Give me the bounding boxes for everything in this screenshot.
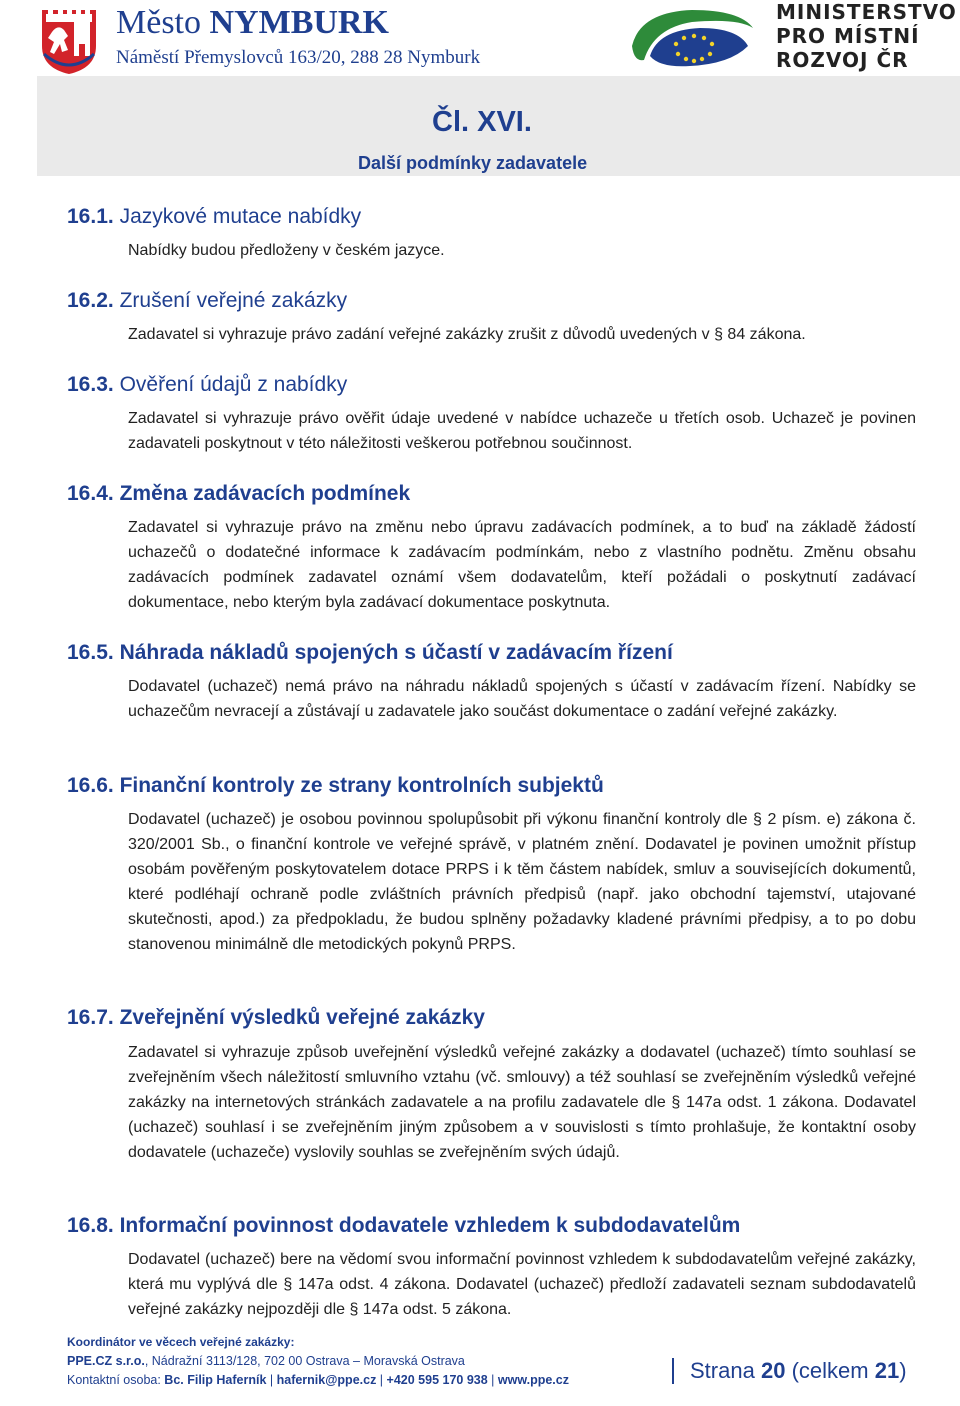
section-title: Informační povinnost dodavatele vzhledem k subdodavatelům [119, 1214, 741, 1237]
section-title: Finanční kontroly ze strany kontrolních subjektů [119, 774, 604, 797]
city-prefix: Město [116, 4, 201, 41]
section-heading [67, 289, 347, 313]
section-heading [67, 373, 347, 397]
ministry-line-2: PRO MÍSTNÍ [776, 24, 920, 48]
section-number: 16.2. [67, 289, 114, 312]
city-address: Náměstí Přemyslovců 163/20, 288 28 Nymburk [116, 47, 481, 68]
section-heading [67, 774, 604, 798]
section-paragraph: Zadavatel si vyhrazuje způsob uveřejnění výsledků veřejné zakázky a dodavatel (uchazeč) tímto souhlasí se zveřejněním všech náležitostí smluvního vztahu (vč. smlouvy) a též souhlasí se zveřejněním výsledků veřejné zakázky na internetových stránkách zadavatele a na profilu zadavatele dle § 147a odst. 1 zákona. Dodavatel (uchazeč) souhlasí i se zveřejněním jiným způsobem a v souvislosti s tímto prohlašuje, že kontaktní osoby dodavatele (uchazeče) vyslovily souhlas se zveřejněním svých údajů. [128, 1044, 916, 1161]
section-number: 16.4. [67, 482, 114, 505]
ministry-line-1: MINISTERSTVO [776, 0, 957, 24]
footer-coordinator-label: Koordinátor ve věcech veřejné zakázky: [67, 1335, 295, 1349]
page-header [0, 0, 960, 76]
section-title: Zrušení veřejné zakázky [119, 289, 348, 312]
footer-company-line [67, 1354, 465, 1368]
section-paragraph: Dodavatel (uchazeč) nemá právo na náhradu nákladů spojených s účastí v zadávacím řízení. Nabídky se uchazečům nevracejí a zůstávají u zadavatele jako součást dokumentace o zadání veřejné zakázky. [128, 678, 916, 720]
section-heading [67, 641, 673, 665]
page-current: 20 [760, 1358, 786, 1383]
footer-contact-line: Kontaktní osoba: Bc. Filip Haferník | hafernik@ppe.cz | +420 595 170 938 | www.ppe.cz [67, 1373, 569, 1387]
ministry-name [776, 0, 957, 72]
page-close: ) [899, 1358, 907, 1383]
section-heading [67, 1006, 485, 1030]
chapter-number: Čl. XVI. [432, 106, 532, 138]
section-number: 16.6. [67, 774, 114, 797]
section-title: Změna zadávacích podmínek [119, 482, 411, 505]
page-total-label: (celkem [791, 1358, 869, 1383]
chapter-title: Další podmínky zadavatele [358, 153, 588, 173]
section-heading [67, 205, 361, 229]
section-paragraph: Zadavatel si vyhrazuje právo ověřit údaje uvedené v nabídce uchazeče u třetích osob. Uchazeč je povinen zadavateli poskytnout v této náležitosti veškerou potřebnou součinnost. [128, 410, 916, 452]
nymburk-coat-of-arms-icon [38, 6, 100, 76]
section-number: 16.8. [67, 1214, 114, 1237]
footer-web-link[interactable]: www.ppe.cz [497, 1373, 569, 1387]
section-number: 16.1. [67, 205, 114, 228]
section-title: Zveřejnění výsledků veřejné zakázky [119, 1006, 485, 1029]
page-total: 21 [874, 1358, 900, 1383]
section-paragraph: Dodavatel (uchazeč) bere na vědomí svou informační povinnost vzhledem k subdodavatelům veřejné zakázky, která mu vyplývá dle § 147a odst. 4 zákona. Dodavatel (uchazeč) předloží zadavateli seznam subdodavatelů veřejné zakázky nejpozději dle § 147a odst. 5 zákona. [128, 1251, 916, 1318]
section-heading [67, 1214, 740, 1238]
footer-email-link[interactable]: hafernik@ppe.cz [276, 1373, 377, 1387]
footer-company: PPE.CZ s.r.o. [67, 1354, 145, 1368]
section-heading [67, 482, 410, 506]
page-label: Strana [690, 1358, 755, 1383]
eu-ministry-logo-icon [630, 6, 755, 70]
page-number [672, 1358, 907, 1384]
section-paragraph: Zadavatel si vyhrazuje právo zadání veřejné zakázky zrušit z důvodů uvedených v § 84 zákona. [128, 326, 806, 343]
ministry-line-3: ROZVOJ ČR [776, 48, 909, 72]
footer-contact-name: Bc. Filip Haferník [164, 1373, 267, 1387]
section-paragraph: Dodavatel (uchazeč) je osobou povinnou spolupůsobit při výkonu finanční kontroly dle § 2 písm. e) zákona č. 320/2001 Sb., o finanční kontrole ve veřejné správě, v platném znění. Dodavatel je povinen umožnit přístup osobám pověřeným poskytovatelem dotace PRPS i k těm částem nabídek, smluv a souvisejících dokumentů, které podléhají ochraně podle zvláštních právních předpisů (např. jako obchodní tajemství, utajované skutečnosti, apod.) za předpokladu, že budou splněny požadavky kladené právními předpisy, a to po dobu stanovenou minimálně dle metodických pokynů PRPS. [128, 811, 916, 953]
city-name [116, 4, 389, 42]
section-title: Jazykové mutace nabídky [119, 205, 362, 228]
footer-contact-label: Kontaktní osoba: [67, 1373, 165, 1387]
section-number: 16.5. [67, 641, 114, 664]
section-paragraph: Zadavatel si vyhrazuje právo na změnu nebo úpravu zadávacích podmínek, a to buď na základě žádostí uchazečů o dodatečné informace k zadávacím podmínkám, nebo z vlastního podnětu. Změnu obsahu zadávacích podmínek zadavatel oznámí všem dodavatelům, kteří požádali o poskytnutí zadávací dokumentace, nebo kterým byla zadávací dokumentace poskytnuta. [128, 519, 916, 611]
section-number: 16.7. [67, 1006, 114, 1029]
section-title: Ověření údajů z nabídky [119, 373, 348, 396]
footer-phone: +420 595 170 938 [386, 1373, 488, 1387]
section-number: 16.3. [67, 373, 114, 396]
city-name-bold: NYMBURK [209, 4, 389, 41]
footer-company-address: , Nádražní 3113/128, 702 00 Ostrava – Moravská Ostrava [144, 1354, 465, 1368]
section-title: Náhrada nákladů spojených s účastí v zadávacím řízení [119, 641, 673, 664]
section-paragraph: Nabídky budou předloženy v českém jazyce. [128, 242, 445, 259]
